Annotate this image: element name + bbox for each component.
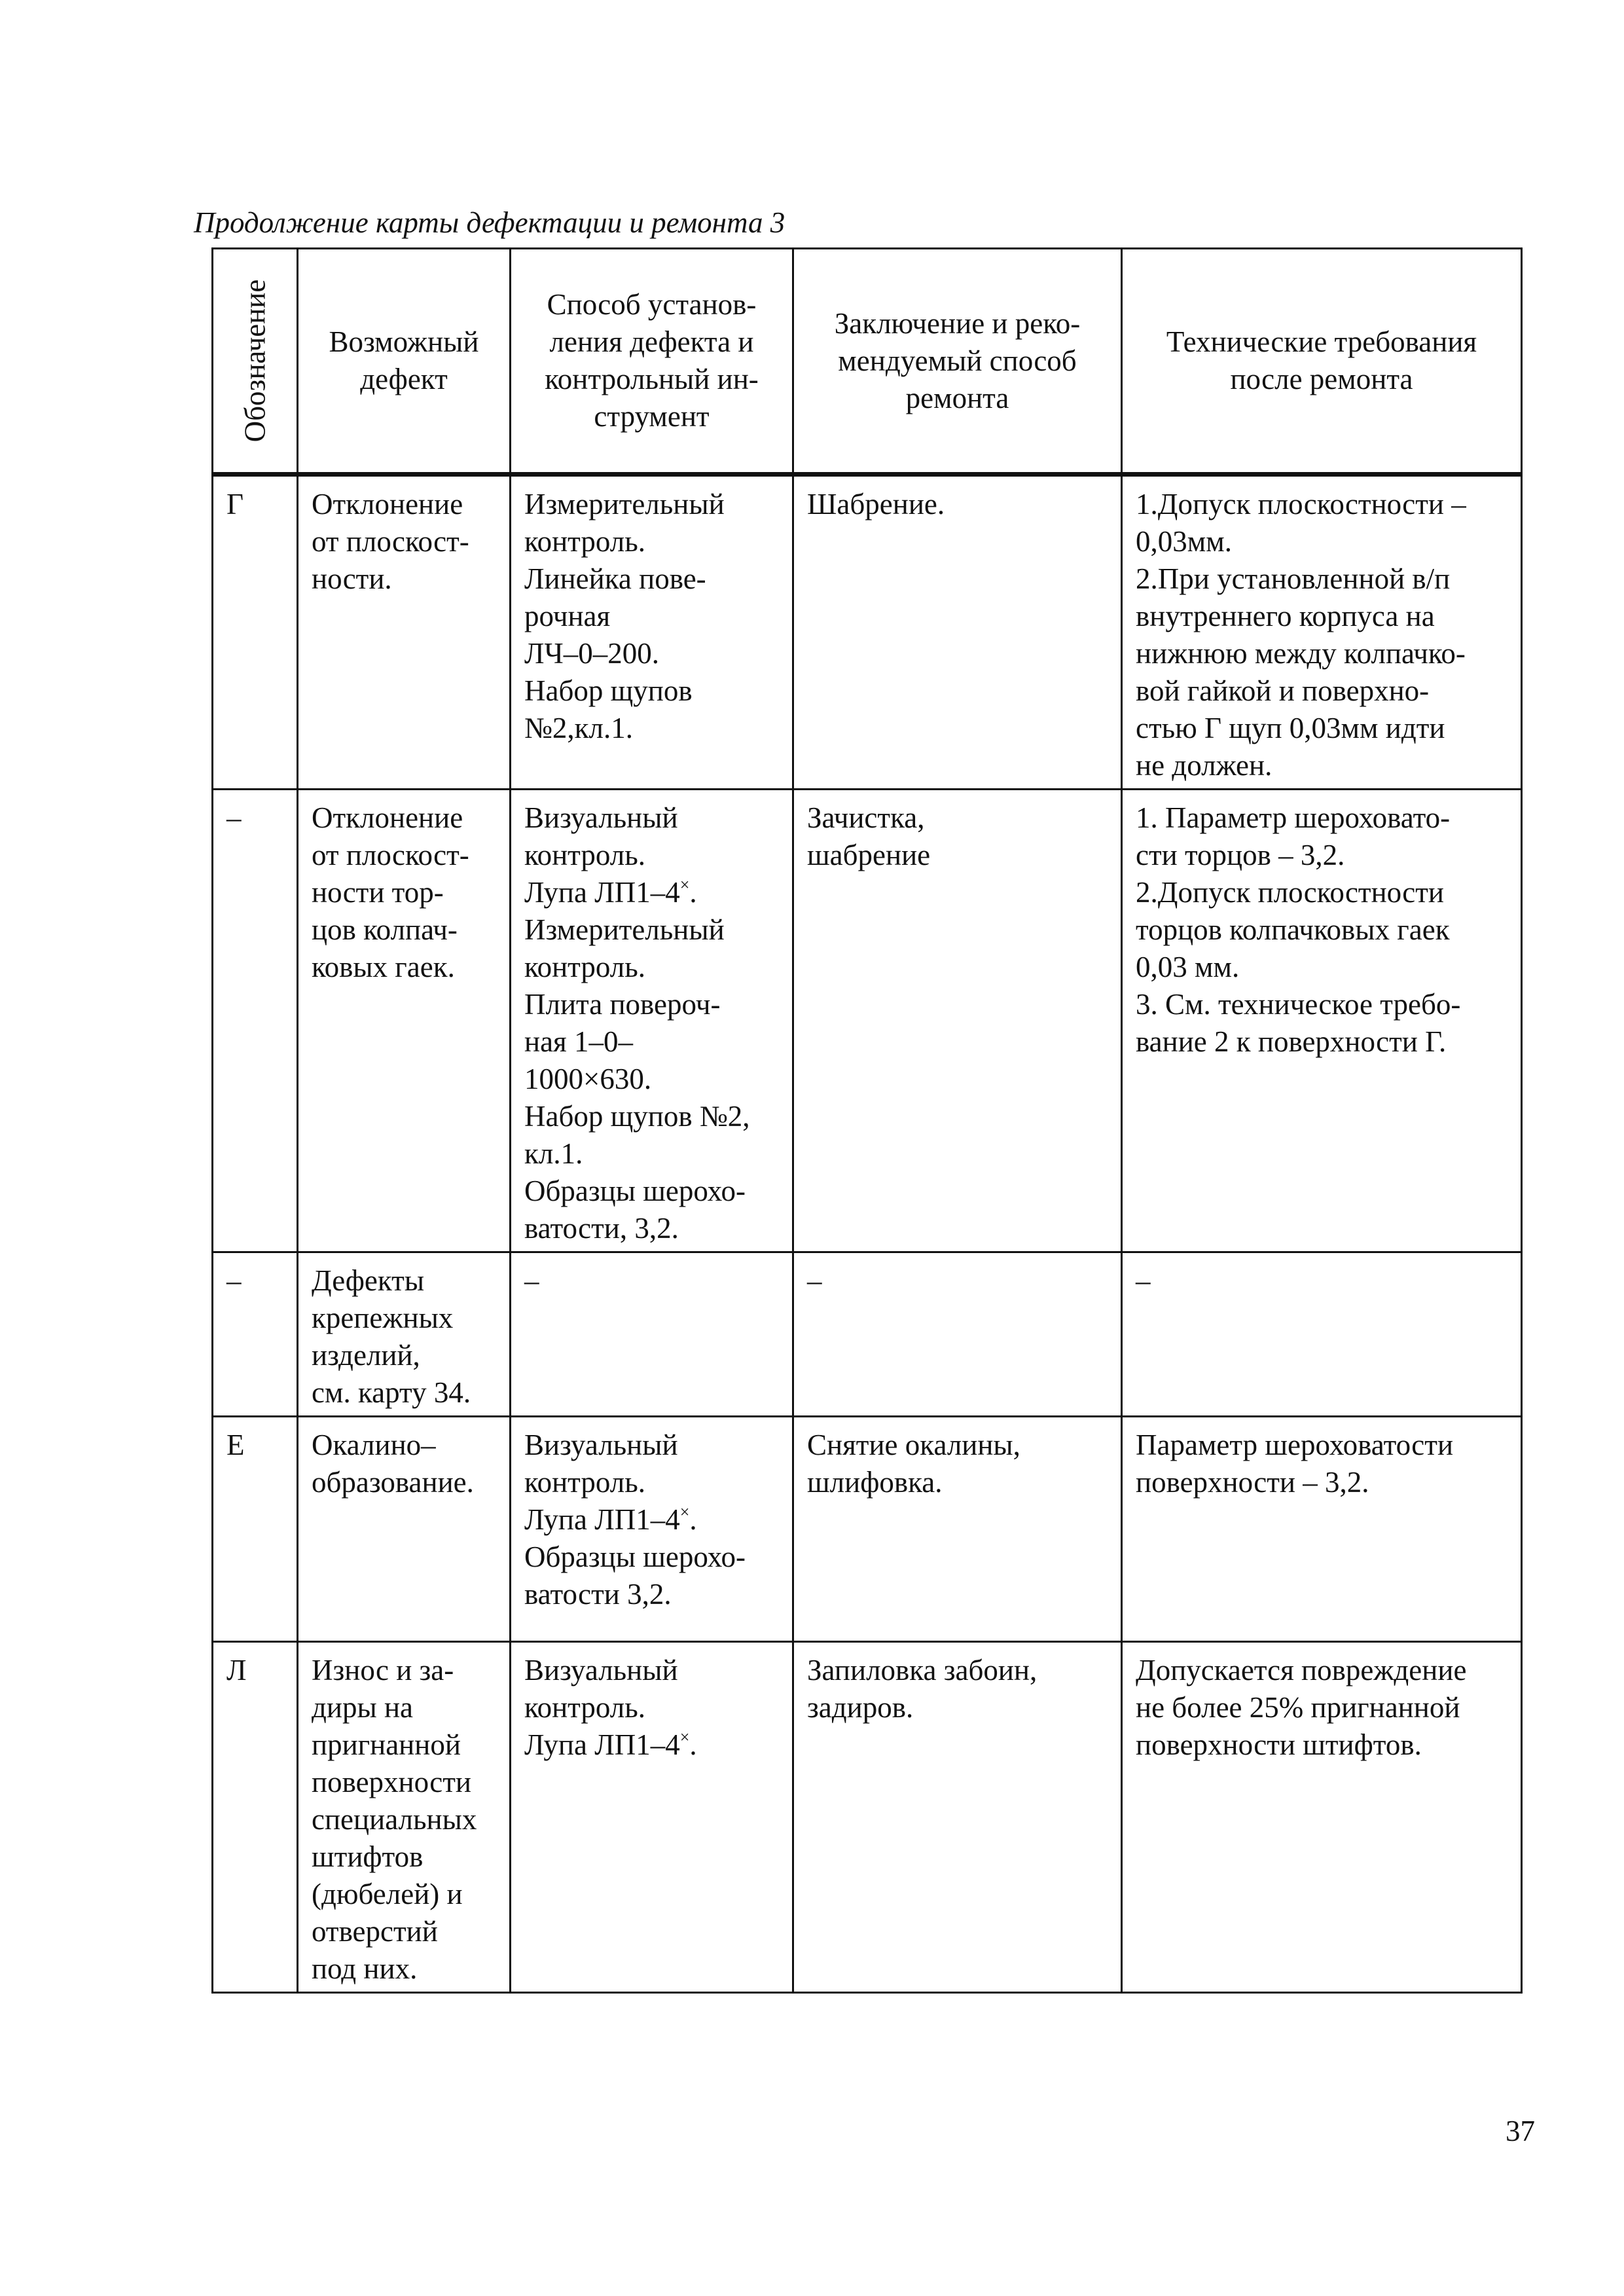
cell-line: Отклонение xyxy=(312,801,463,834)
magnification-mark: × xyxy=(679,1728,690,1747)
cell-designation xyxy=(213,1642,298,1993)
cell-line: стью Г щуп 0,03мм идти xyxy=(1136,712,1445,744)
cell-line: Зачистка, xyxy=(807,801,925,834)
header-line: Возможный xyxy=(329,325,479,358)
header-line: струмент xyxy=(594,400,710,433)
cell-defect xyxy=(298,475,511,790)
cell-line: диры на xyxy=(312,1691,414,1724)
cell-line: 0,03мм. xyxy=(1136,525,1232,558)
cell-line: изделий, xyxy=(312,1339,420,1372)
cell-line: поверхности штифтов. xyxy=(1136,1728,1422,1761)
magnification-mark: × xyxy=(679,1503,690,1522)
cell-line: Износ и за- xyxy=(312,1654,454,1686)
cell-line: Снятие окалины, xyxy=(807,1429,1020,1461)
cell-line: 1.Допуск плоскостности – xyxy=(1136,488,1466,520)
cell-line: ковых гаек. xyxy=(312,951,455,983)
table-row xyxy=(213,1252,1522,1417)
cell-designation xyxy=(213,1252,298,1417)
cell-line: Линейка пове- xyxy=(524,562,706,595)
cell-line: Набор щупов xyxy=(524,674,693,707)
cell-line: от плоскост- xyxy=(312,525,469,558)
header-designation xyxy=(213,249,298,475)
table-caption: Продолжение карты дефектации и ремонта 3 xyxy=(194,206,785,239)
cell-line: 1000×630. xyxy=(524,1063,652,1095)
cell-line: специальных xyxy=(312,1803,477,1836)
cell-line: 0,03 мм. xyxy=(1136,951,1240,983)
cell-line: Допускается повреждение xyxy=(1136,1654,1467,1686)
cell-line: крепежных xyxy=(312,1302,454,1334)
cell-line: торцов колпачковых гаек xyxy=(1136,913,1450,946)
cell-line: Окалино– xyxy=(312,1429,436,1461)
cell-line: Образцы шерохо- xyxy=(524,1175,746,1207)
cell-line: не должен. xyxy=(1136,749,1272,782)
cell-line: 2.Допуск плоскостности xyxy=(1136,876,1445,909)
cell-line: №2,кл.1. xyxy=(524,712,634,744)
cell-line: – xyxy=(807,1264,822,1297)
cell-line: 1. Параметр шероховато- xyxy=(1136,801,1451,834)
magnification-mark: × xyxy=(679,875,690,894)
cell-line: поверхности xyxy=(312,1766,471,1798)
designation-text: Г xyxy=(226,488,244,520)
header-line: дефект xyxy=(360,363,448,395)
cell-requirements xyxy=(1122,1252,1522,1417)
header-defect xyxy=(298,249,511,475)
cell-line: цов колпач- xyxy=(312,913,458,946)
cell-conclusion xyxy=(793,790,1122,1252)
cell-line xyxy=(524,874,782,911)
cell-line: отверстий xyxy=(312,1915,438,1948)
cell-method xyxy=(511,475,793,790)
header-line: ремонта xyxy=(905,381,1009,414)
cell-method xyxy=(511,790,793,1252)
cell-defect xyxy=(298,1417,511,1642)
cell-defect xyxy=(298,1252,511,1417)
cell-requirements xyxy=(1122,475,1522,790)
designation-text: – xyxy=(226,1264,242,1297)
cell-defect xyxy=(298,1642,511,1993)
header-line: ления дефекта и xyxy=(549,325,754,358)
cell-line: шабрение xyxy=(807,839,931,871)
cell-line: задиров. xyxy=(807,1691,914,1724)
cell-line: образование. xyxy=(312,1466,474,1499)
header-line: после ремонта xyxy=(1230,363,1413,395)
cell-line: Отклонение xyxy=(312,488,463,520)
cell-defect xyxy=(298,790,511,1252)
table-row xyxy=(213,475,1522,790)
cell-line: Параметр шероховатости xyxy=(1136,1429,1454,1461)
cell-line: – xyxy=(524,1264,539,1297)
cell-conclusion xyxy=(793,1252,1122,1417)
cell-line: (дюбелей) и xyxy=(312,1878,463,1910)
cell-line: сти торцов – 3,2. xyxy=(1136,839,1345,871)
header-line: Технические требования xyxy=(1166,325,1477,358)
cell-line: контроль. xyxy=(524,839,646,871)
cell-line: Набор щупов №2, xyxy=(524,1100,750,1133)
cell-line: пригнанной xyxy=(312,1728,461,1761)
table-row xyxy=(213,1642,1522,1993)
cell-line: – xyxy=(1136,1264,1151,1297)
cell-requirements xyxy=(1122,1417,1522,1642)
cell-line: ватости 3,2. xyxy=(524,1578,672,1611)
cell-line: не более 25% пригнанной xyxy=(1136,1691,1460,1724)
cell-line: внутреннего корпуса на xyxy=(1136,600,1435,632)
header-method xyxy=(511,249,793,475)
header-line: мендуемый способ xyxy=(838,344,1077,377)
cell-method xyxy=(511,1252,793,1417)
cell-line: нижнюю между колпачко- xyxy=(1136,637,1466,670)
cell-line: Измерительный xyxy=(524,913,725,946)
cell-method xyxy=(511,1642,793,1993)
table-row xyxy=(213,1417,1522,1642)
cell-line: рочная xyxy=(524,600,611,632)
cell-designation xyxy=(213,475,298,790)
magnifier-name: Лупа ЛП1–4 xyxy=(524,876,680,909)
table-header-row xyxy=(213,249,1522,475)
cell-conclusion xyxy=(793,1642,1122,1993)
cell-line: Плита повероч- xyxy=(524,988,721,1021)
header-designation-label: Обозначение xyxy=(238,279,271,443)
cell-line xyxy=(524,1501,782,1539)
cell-line: контроль. xyxy=(524,1691,646,1724)
designation-text: Л xyxy=(226,1654,247,1686)
header-line: контрольный ин- xyxy=(545,363,759,395)
cell-line: кл.1. xyxy=(524,1137,583,1170)
table-row xyxy=(213,790,1522,1252)
cell-line: Образцы шерохо- xyxy=(524,1540,746,1573)
cell-conclusion xyxy=(793,1417,1122,1642)
designation-text: – xyxy=(226,801,242,834)
cell-line: ности тор- xyxy=(312,876,444,909)
magnifier-name: Лупа ЛП1–4 xyxy=(524,1728,680,1761)
cell-line: Визуальный xyxy=(524,1654,678,1686)
cell-designation xyxy=(213,790,298,1252)
header-requirements xyxy=(1122,249,1522,475)
cell-line: под них. xyxy=(312,1952,418,1985)
cell-line: штифтов xyxy=(312,1840,424,1873)
cell-line: шлифовка. xyxy=(807,1466,943,1499)
page-number: 37 xyxy=(1506,2115,1535,2147)
sentence-end: . xyxy=(689,876,697,909)
cell-line: ЛЧ–0–200. xyxy=(524,637,660,670)
cell-line: вой гайкой и поверхно- xyxy=(1136,674,1430,707)
cell-line: ная 1–0– xyxy=(524,1025,634,1058)
cell-line: 2.При установленной в/п xyxy=(1136,562,1451,595)
magnifier-name: Лупа ЛП1–4 xyxy=(524,1503,680,1536)
cell-designation xyxy=(213,1417,298,1642)
cell-line: ности. xyxy=(312,562,392,595)
cell-requirements xyxy=(1122,790,1522,1252)
defect-repair-table xyxy=(211,247,1523,1994)
cell-line: ватости, 3,2. xyxy=(524,1212,679,1245)
cell-line: вание 2 к поверхности Г. xyxy=(1136,1025,1447,1058)
cell-line: от плоскост- xyxy=(312,839,469,871)
cell-line: контроль. xyxy=(524,1466,646,1499)
cell-method xyxy=(511,1417,793,1642)
cell-line: контроль. xyxy=(524,951,646,983)
cell-line: Шабрение. xyxy=(807,488,945,520)
header-conclusion xyxy=(793,249,1122,475)
cell-line: Запиловка забоин, xyxy=(807,1654,1038,1686)
sentence-end: . xyxy=(689,1503,697,1536)
cell-line: Дефекты xyxy=(312,1264,425,1297)
header-line: Способ установ- xyxy=(547,288,757,321)
cell-conclusion xyxy=(793,475,1122,790)
cell-line: Визуальный xyxy=(524,1429,678,1461)
cell-line: Визуальный xyxy=(524,801,678,834)
cell-line: контроль. xyxy=(524,525,646,558)
sentence-end: . xyxy=(689,1728,697,1761)
designation-text: Е xyxy=(226,1429,245,1461)
cell-line: поверхности – 3,2. xyxy=(1136,1466,1369,1499)
cell-line: Измерительный xyxy=(524,488,725,520)
cell-line xyxy=(524,1726,782,1764)
header-line: Заключение и реко- xyxy=(834,306,1081,340)
cell-line: 3. См. техническое требо- xyxy=(1136,988,1461,1021)
cell-line: см. карту 34. xyxy=(312,1376,471,1409)
cell-requirements xyxy=(1122,1642,1522,1993)
